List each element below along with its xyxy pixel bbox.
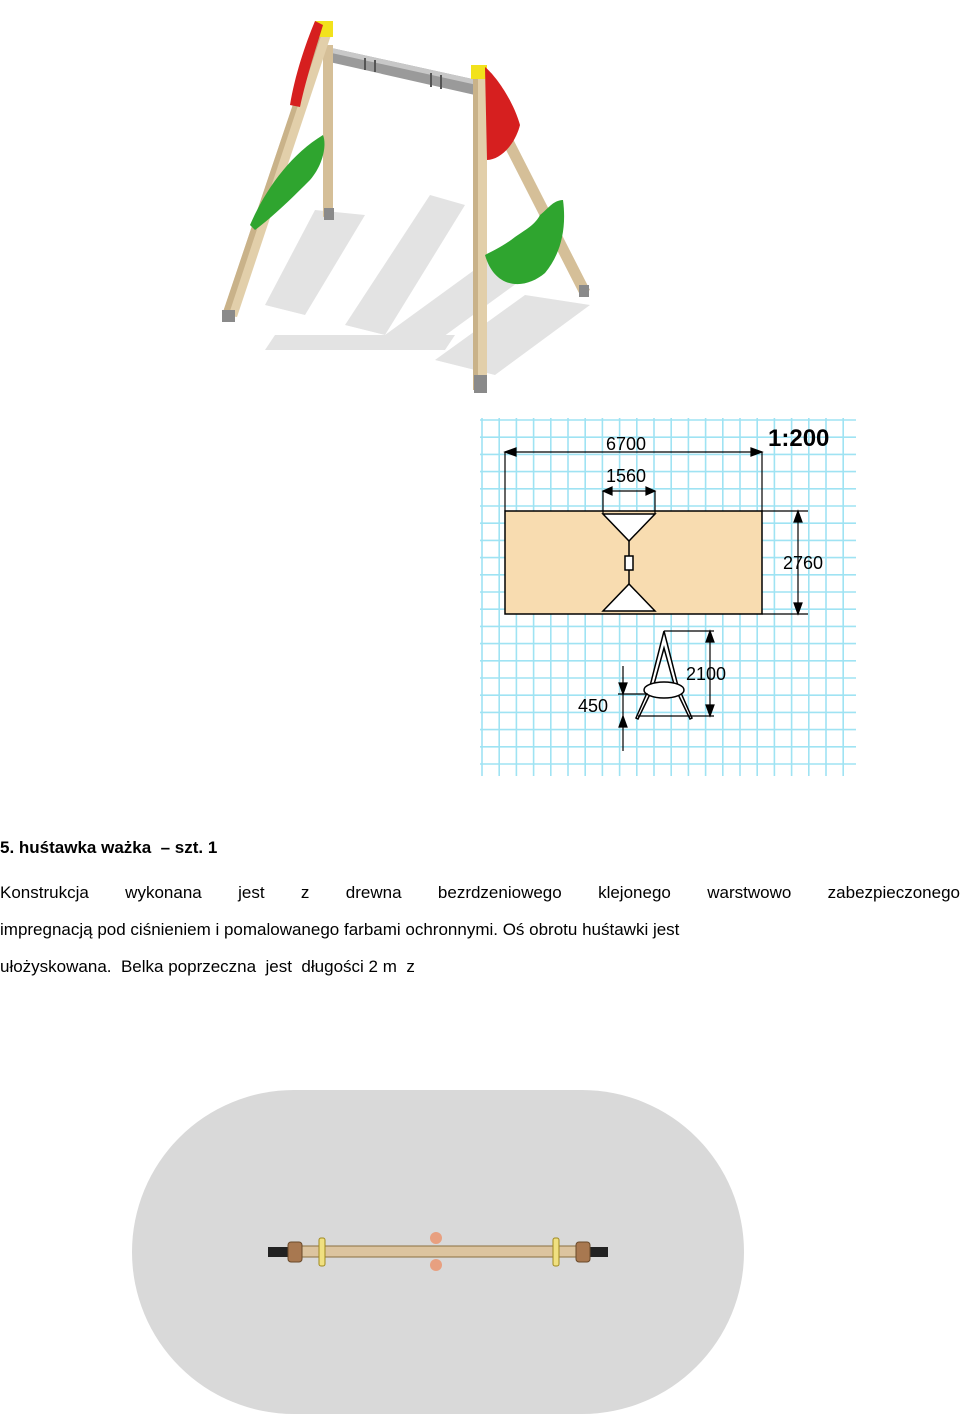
cap-right [471,65,487,79]
dim-seat-label: 1560 [606,466,647,486]
plan-drawing [478,416,858,778]
dim-seat-height-label: 450 [578,696,609,716]
section-heading: 5. huśtawka ważka – szt. 1 [0,838,218,857]
swing-beam [290,1246,586,1257]
leg-back-left [323,45,333,217]
swing-3d-illustration [195,5,615,415]
description-paragraph [0,874,960,985]
dim-height-label: 2100 [686,664,727,684]
dim-depth-label: 2760 [783,553,824,573]
safety-zone-topview [130,1088,746,1416]
paragraph-line-1: Konstrukcja wykonana jest z drewna bezrdzeniowego klejonego warstwowo zabezpieczonego [0,883,960,902]
green-seat-right [485,200,564,284]
plan-scale-label: 1:200 [768,425,830,452]
beam-end-left [268,1247,290,1257]
paragraph-line-3: ułożyskowana. Belka poprzeczna jest długości 2 m z [0,957,415,976]
paragraph-line-2: impregnacją pod ciśnieniem i pomalowanego farbami ochronnymi. Oś obrotu huśtawki jest [0,920,680,939]
dim-width-label: 6700 [606,434,647,454]
